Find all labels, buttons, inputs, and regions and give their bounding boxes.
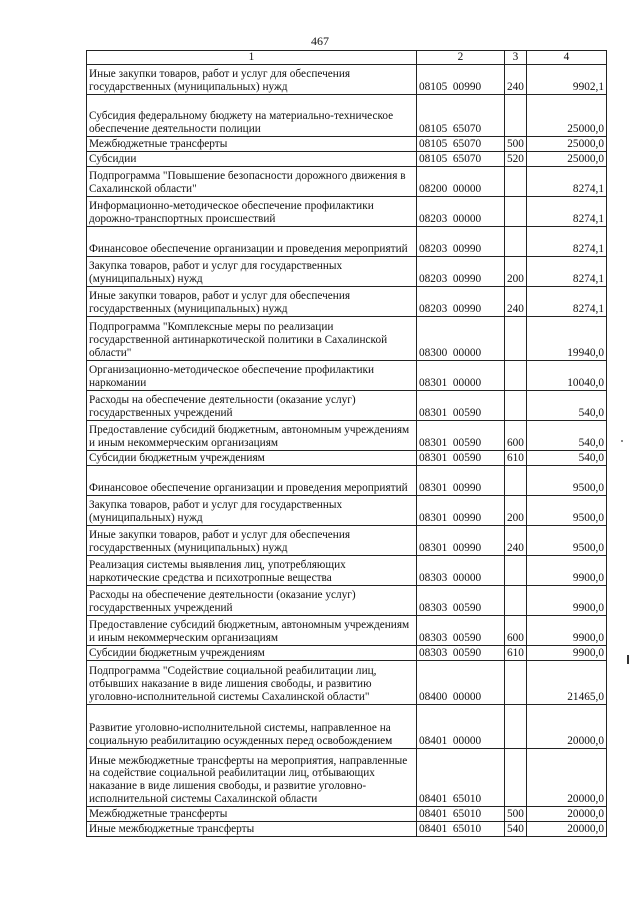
expense-name: Подпрограмма "Повышение безопасности дорожного движения в Сахалинской области" [87,166,417,196]
header-col-3: 3 [505,51,527,65]
target-code: 08105 65070 [417,136,505,151]
header-col-4: 4 [527,51,607,65]
expense-type-code [505,196,527,226]
amount: 9900,0 [527,555,607,585]
expense-name: Подпрограмма "Комплексные меры по реализации государственной антинаркотической политики в Сахалинской области" [87,316,417,360]
expense-name: Закупка товаров, работ и услуг для государственных (муниципальных) нужд [87,256,417,286]
table-row [87,360,607,390]
amount: 540,0 [527,390,607,420]
expense-type-code: 240 [505,525,527,555]
table-row [87,525,607,555]
amount: 9900,0 [527,615,607,645]
header-col-2: 2 [417,51,505,65]
expense-type-code [505,555,527,585]
target-code: 08105 65070 [417,151,505,166]
target-code: 08401 65010 [417,748,505,806]
target-code: 08203 00990 [417,256,505,286]
table-row [87,390,607,420]
table-row [87,645,607,660]
table-row [87,748,607,806]
expense-type-code: 240 [505,64,527,94]
target-code: 08203 00990 [417,286,505,316]
table-row [87,316,607,360]
expense-type-code [505,94,527,136]
target-code: 08301 00000 [417,360,505,390]
target-code: 08105 00990 [417,64,505,94]
table-row [87,226,607,256]
expense-name: Подпрограмма "Содействие социальной реабилитации лиц, отбывших наказание в виде лишения свободы, и развитию уголовно-исполнительной системы Сахалинской области" [87,660,417,704]
expense-type-code [505,465,527,495]
amount: 8274,1 [527,226,607,256]
expense-name: Иные закупки товаров, работ и услуг для обеспечения государственных (муниципальных) нужд [87,525,417,555]
expense-name: Финансовое обеспечение организации и проведения мероприятий [87,226,417,256]
expense-type-code [505,585,527,615]
amount: 20000,0 [527,821,607,836]
target-code: 08301 00590 [417,450,505,465]
target-code: 08300 00000 [417,316,505,360]
target-code: 08301 00990 [417,465,505,495]
expense-name: Реализация системы выявления лиц, употребляющих наркотические средства и психотропные вещества [87,555,417,585]
expense-name: Расходы на обеспечение деятельности (оказание услуг) государственных учреждений [87,390,417,420]
amount: 9900,0 [527,645,607,660]
amount: 25000,0 [527,136,607,151]
amount: 9900,0 [527,585,607,615]
expense-type-code: 200 [505,256,527,286]
amount: 10040,0 [527,360,607,390]
expense-type-code [505,166,527,196]
expense-name: Субсидии бюджетным учреждениям [87,450,417,465]
expense-type-code: 610 [505,450,527,465]
expense-type-code: 540 [505,821,527,836]
expense-name: Финансовое обеспечение организации и проведения мероприятий [87,465,417,495]
table-header-row [87,51,607,65]
margin-pen-mark [627,655,629,664]
expense-name: Иные межбюджетные трансферты на мероприятия, направленные на содействие социальной реабилитации лиц, отбывающих наказание в виде лишения свободы, и развитие уголовно-исполнительной системы Сахалинской области [87,748,417,806]
expense-type-code: 610 [505,645,527,660]
amount: 19940,0 [527,316,607,360]
amount: 20000,0 [527,748,607,806]
table-row [87,806,607,821]
target-code: 08301 00990 [417,525,505,555]
table-row [87,821,607,836]
expense-type-code [505,226,527,256]
table-row [87,465,607,495]
expense-name: Субсидия федеральному бюджету на материально-техническое обеспечение деятельности полиции [87,94,417,136]
table-row [87,196,607,226]
amount: 20000,0 [527,704,607,748]
budget-table [86,50,607,837]
target-code: 08203 00990 [417,226,505,256]
table-row [87,64,607,94]
expense-type-code [505,316,527,360]
target-code: 08301 00590 [417,420,505,450]
page-number: 467 [311,34,329,48]
target-code: 08301 00990 [417,495,505,525]
target-code: 08401 00000 [417,704,505,748]
table-row [87,660,607,704]
amount: 25000,0 [527,151,607,166]
target-code: 08105 65070 [417,94,505,136]
amount: 9500,0 [527,465,607,495]
expense-name: Иные закупки товаров, работ и услуг для обеспечения государственных (муниципальных) нужд [87,286,417,316]
expense-type-code: 500 [505,136,527,151]
expense-type-code: 240 [505,286,527,316]
expense-type-code: 520 [505,151,527,166]
expense-type-code [505,660,527,704]
expense-name: Межбюджетные трансферты [87,806,417,821]
expense-name: Предоставление субсидий бюджетным, автономным учреждениям и иным некоммерческим организациям [87,420,417,450]
expense-name: Организационно-методическое обеспечение профилактики наркомании [87,360,417,390]
table-row [87,555,607,585]
table-row [87,166,607,196]
table-row [87,495,607,525]
table-row [87,286,607,316]
expense-type-code [505,748,527,806]
amount: 25000,0 [527,94,607,136]
table-row [87,615,607,645]
target-code: 08303 00590 [417,615,505,645]
target-code: 08401 65010 [417,821,505,836]
expense-name: Субсидии [87,151,417,166]
amount: 8274,1 [527,286,607,316]
amount: 9500,0 [527,495,607,525]
scan-speck [621,440,623,442]
expense-type-code: 600 [505,420,527,450]
amount: 8274,1 [527,166,607,196]
expense-type-code [505,360,527,390]
target-code: 08200 00000 [417,166,505,196]
table-row [87,151,607,166]
table-row [87,704,607,748]
expense-name: Закупка товаров, работ и услуг для государственных (муниципальных) нужд [87,495,417,525]
expense-name: Субсидии бюджетным учреждениям [87,645,417,660]
expense-name: Развитие уголовно-исполнительной системы, направленное на социальную реабилитацию осужденных перед освобождением [87,704,417,748]
target-code: 08401 65010 [417,806,505,821]
table-row [87,94,607,136]
expense-type-code: 600 [505,615,527,645]
target-code: 08301 00590 [417,390,505,420]
expense-type-code [505,390,527,420]
expense-name: Предоставление субсидий бюджетным, автономным учреждениям и иным некоммерческим организациям [87,615,417,645]
expense-name: Иные межбюджетные трансферты [87,821,417,836]
expense-name: Расходы на обеспечение деятельности (оказание услуг) государственных учреждений [87,585,417,615]
table-row [87,136,607,151]
amount: 8274,1 [527,256,607,286]
table-row [87,450,607,465]
expense-type-code: 200 [505,495,527,525]
expense-name: Межбюджетные трансферты [87,136,417,151]
amount: 21465,0 [527,660,607,704]
table-row [87,256,607,286]
amount: 20000,0 [527,806,607,821]
expense-name: Информационно-методическое обеспечение профилактики дорожно-транспортных происшествий [87,196,417,226]
table-row [87,420,607,450]
expense-type-code: 500 [505,806,527,821]
table-row [87,585,607,615]
amount: 540,0 [527,450,607,465]
header-col-1: 1 [87,51,417,65]
expense-name: Иные закупки товаров, работ и услуг для обеспечения государственных (муниципальных) нужд [87,64,417,94]
target-code: 08303 00590 [417,585,505,615]
target-code: 08400 00000 [417,660,505,704]
target-code: 08303 00590 [417,645,505,660]
amount: 540,0 [527,420,607,450]
expense-type-code [505,704,527,748]
amount: 9500,0 [527,525,607,555]
target-code: 08303 00000 [417,555,505,585]
target-code: 08203 00000 [417,196,505,226]
amount: 8274,1 [527,196,607,226]
amount: 9902,1 [527,64,607,94]
